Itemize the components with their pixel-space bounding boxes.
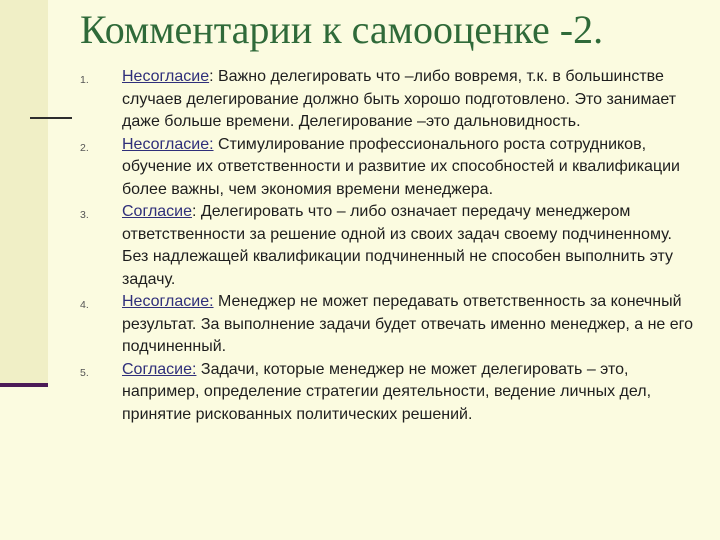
- item-lead: Согласие: [122, 203, 193, 220]
- left-divider-line: [30, 117, 72, 119]
- item-number: 1.: [80, 74, 89, 86]
- list-item: [80, 359, 700, 427]
- item-lead: Несогласие: [122, 68, 210, 85]
- list-item: [80, 201, 700, 291]
- left-decorative-stripe: [0, 0, 48, 383]
- item-text: : Важно делегировать что –либо вовремя, т.к. в большинстве случаев делегирование должно быть хорошо подготовлено. Это занимает даже больше времени. Делегирование –это дальновидность.: [122, 68, 677, 130]
- item-number: 3.: [80, 209, 89, 221]
- left-accent-bar: [0, 383, 48, 387]
- comment-list: [80, 66, 700, 426]
- item-number: 4.: [80, 299, 89, 311]
- item-text: Стимулирование профессионального роста сотрудников, обучение их ответственности и развитие их способностей и квалификации более важны, чем экономия времени менеджера.: [122, 135, 680, 198]
- slide-title: Комментарии к самооценке -2.: [80, 7, 604, 52]
- item-lead: Согласие:: [122, 360, 197, 378]
- list-item: [80, 291, 700, 359]
- item-text: Менеджер не может передавать ответственность за конечный результат. За выполнение задачи будет отвечать именно менеджер, а не его подчиненный.: [122, 293, 694, 355]
- item-lead: Несогласие:: [122, 293, 214, 310]
- item-number: 5.: [80, 366, 89, 379]
- item-text: : Делегировать что – либо означает передачу менеджером ответственности за решение одной из своих задач своему подчиненному. Без надлежащей квалификации подчиненный не способен выполнить эту задачу.: [122, 203, 673, 288]
- list-item: [80, 134, 700, 202]
- item-number: 2.: [80, 141, 89, 154]
- item-text: Задачи, которые менеджер не может делегировать – это, например, определение стратегии деятельности, ведение личных дел, принятие рискованных политических решений.: [122, 360, 652, 423]
- list-item: [80, 66, 700, 134]
- item-lead: Несогласие:: [122, 135, 214, 153]
